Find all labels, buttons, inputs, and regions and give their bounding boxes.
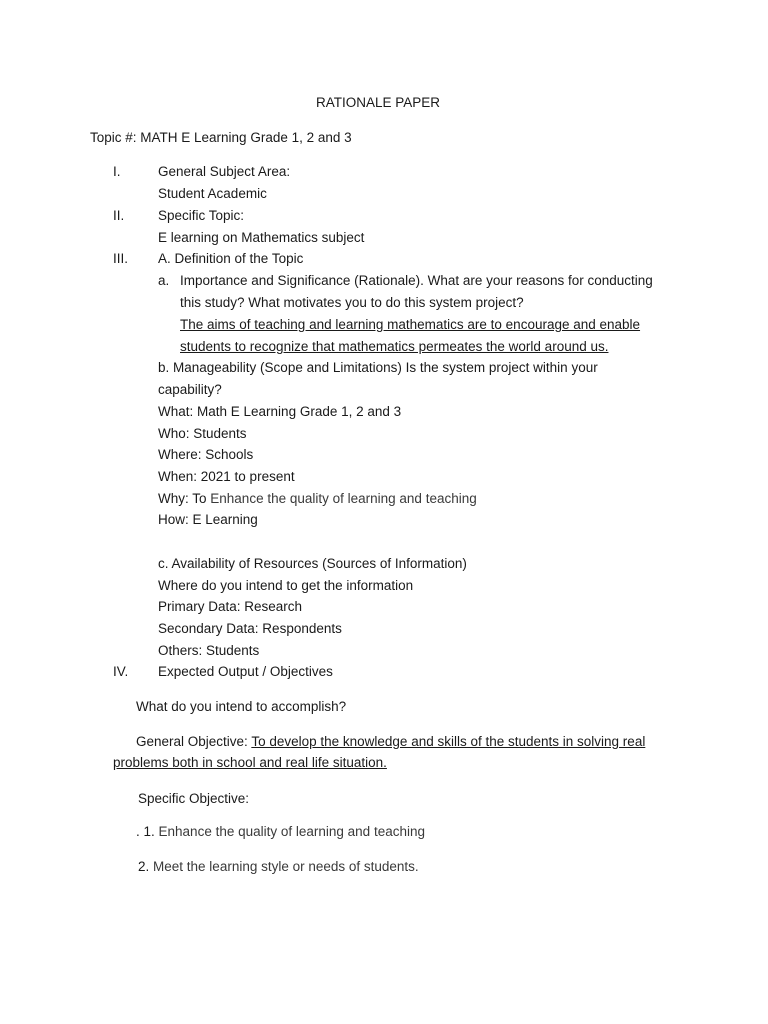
item-b-line-1: b. Manageability (Scope and Limitations) Is the system project within your [158,360,598,375]
item-c-secondary: Secondary Data: Respondents [158,621,342,636]
specific-objective-2-prefix: 2. [138,859,150,874]
item-b-what: What: Math E Learning Grade 1, 2 and 3 [158,404,402,419]
general-objective-line-1 [136,733,645,751]
section-value-student-academic: Student Academic [158,186,267,201]
item-c-others: Others: Students [158,643,260,658]
specific-objective-1-text: Enhance the quality of learning and teaching [158,824,425,839]
section-value-e-learning: E learning on Mathematics subject [158,230,365,245]
item-b-why [158,490,477,508]
item-b-when: When: 2021 to present [158,469,295,484]
topic-line: Topic #: MATH E Learning Grade 1, 2 and 3 [90,130,352,145]
item-b-why-value: Enhance the quality of learning and teaching [210,491,477,506]
item-c-primary: Primary Data: Research [158,599,303,614]
item-c-heading: c. Availability of Resources (Sources of Information) [158,556,467,571]
item-a-line-1: Importance and Significance (Rationale). What are your reasons for conducting [180,273,653,288]
specific-objective-label: Specific Objective: [138,791,250,806]
item-b-how: How: E Learning [158,512,258,527]
section-numeral-iv: IV. [113,664,129,679]
item-a-answer-1: The aims of teaching and learning mathematics are to encourage and enable [180,317,641,332]
section-heading-definition: A. Definition of the Topic [158,251,304,266]
item-b-why-label: Why: To [158,491,207,506]
general-objective-value-2: problems both in school and real life situation. [113,755,387,770]
specific-objective-1-prefix: . 1. [136,824,155,839]
section-numeral-i: I. [113,164,121,179]
section-heading-specific-topic: Specific Topic: [158,208,245,223]
section-numeral-iii: III. [113,251,129,266]
section-numeral-ii: II. [113,208,125,223]
objectives-question: What do you intend to accomplish? [136,699,347,714]
section-heading-general-subject-area: General Subject Area: [158,164,291,179]
general-objective-label: General Objective: [136,734,248,749]
general-objective-value-1: To develop the knowledge and skills of the students in solving real [251,734,646,749]
item-a-marker: a. [158,273,170,288]
specific-objective-2 [138,858,419,876]
item-a-line-2: this study? What motivates you to do this system project? [180,295,524,310]
document-title: RATIONALE PAPER [316,95,441,110]
specific-objective-1 [136,823,425,841]
item-b-line-2: capability? [158,382,222,397]
section-heading-expected-output: Expected Output / Objectives [158,664,333,679]
item-c-question: Where do you intend to get the information [158,578,414,593]
item-a-answer-2: students to recognize that mathematics permeates the world around us. [180,339,609,354]
specific-objective-2-text: Meet the learning style or needs of students. [153,859,419,874]
item-b-who: Who: Students [158,426,247,441]
item-b-where: Where: Schools [158,447,254,462]
